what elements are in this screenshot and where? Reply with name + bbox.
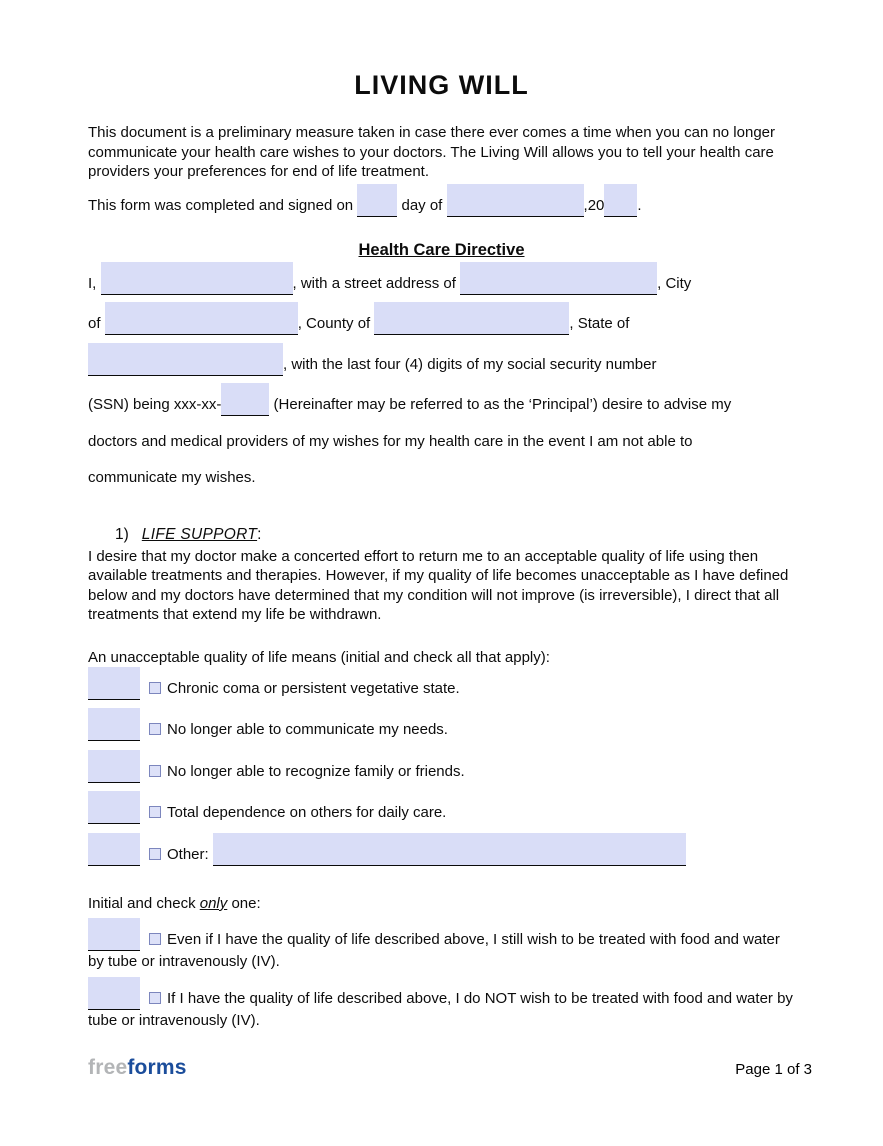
only-prompt-post: one: (231, 895, 261, 912)
signed-line-text-pre: This form was completed and signed on (88, 196, 354, 214)
street-address-field[interactable] (460, 262, 657, 295)
year-field[interactable] (604, 184, 637, 217)
initials-field-other[interactable] (88, 833, 140, 866)
life-support-heading (88, 525, 795, 545)
life-support-title: LIFE SUPPORT (141, 525, 258, 543)
initials-field-communicate-needs[interactable] (88, 708, 140, 741)
day-field[interactable] (357, 184, 397, 217)
quality-label-chronic-coma: Chronic coma or persistent vegetative state. (167, 679, 460, 697)
line3-end-text: , with the last four (4) digits of my social security number (283, 355, 657, 373)
initials-field-no-food[interactable] (88, 977, 140, 1010)
state-field[interactable] (88, 343, 283, 376)
initials-field-chronic-coma[interactable] (88, 667, 140, 700)
checkbox-other[interactable] (149, 848, 161, 860)
line1-end-text: , City (657, 274, 692, 292)
county-field[interactable] (374, 302, 569, 335)
initials-field-daily-care[interactable] (88, 791, 140, 824)
line2-pre-text: of (88, 315, 101, 332)
quality-label-communicate-needs: No longer able to communicate my needs. (167, 721, 448, 738)
directive-line-1 (88, 262, 795, 303)
checkbox-recognize-family[interactable] (149, 765, 161, 777)
quality-label-daily-care: Total dependence on others for daily care. (167, 804, 447, 821)
intro-paragraph: This document is a preliminary measure taken in case there ever comes a time when you can no longer communicate your health care wishes to your doctors. The Living Will allows you to tell your health care providers your preferences for end of life treatment. (88, 124, 776, 180)
life-support-paragraph: I desire that my doctor make a concerted effort to return me to an acceptable quality of life using then available treatments and therapies. However, if my quality of life becomes unacceptable as I have defined below and my doctors have determined that my condition will not improve (is irreversible), I direct that all treatments that extend my life be withdrawn. (88, 547, 789, 623)
directive-line-5 (88, 424, 795, 461)
city-field[interactable] (105, 302, 298, 335)
quality-label-other: Other: (167, 845, 209, 863)
logo-free-text: free (88, 1056, 128, 1079)
checkbox-no-food[interactable] (149, 992, 161, 1004)
page-title: LIVING WILL (354, 70, 529, 100)
life-support-colon: : (257, 525, 262, 543)
initials-field-recognize-family[interactable] (88, 750, 140, 783)
quality-label-recognize-family: No longer able to recognize family or friends. (167, 762, 465, 780)
initial-only-one-prompt (88, 894, 795, 913)
quality-row-daily-care (88, 791, 795, 833)
page-number: Page 1 of 3 (735, 1061, 812, 1078)
directive-line-6 (88, 460, 795, 497)
line5-text: doctors and medical providers of my wishes for my health care in the event I am not able to (88, 432, 693, 450)
quality-row-recognize-family (88, 750, 795, 792)
checkbox-chronic-coma[interactable] (149, 682, 161, 694)
checkbox-daily-care[interactable] (149, 806, 161, 818)
section-heading-health-care-directive: Health Care Directive (358, 240, 525, 259)
directive-line-2 (88, 302, 795, 343)
life-support-number: 1) (115, 525, 129, 543)
checkbox-communicate-needs[interactable] (149, 723, 161, 735)
quality-row-chronic-coma (88, 667, 795, 709)
signed-line-period: . (637, 196, 642, 214)
line2-mid-text: , County of (297, 315, 371, 332)
signed-line-year-prefix: ,20 (583, 196, 605, 214)
month-field[interactable] (447, 184, 584, 217)
quality-of-life-prompt: An unacceptable quality of life means (initial and check all that apply): (88, 648, 550, 666)
initials-field-treat-with-food[interactable] (88, 918, 140, 951)
line1-mid-text: , with a street address of (292, 274, 456, 292)
signed-date-line (88, 184, 795, 226)
line4-pre-text: (SSN) being xxx-xx- (88, 396, 222, 413)
quality-row-other (88, 833, 795, 875)
other-description-field[interactable] (213, 833, 686, 866)
principal-name-field[interactable] (101, 262, 293, 295)
line4-end-text: (Hereinafter may be referred to as the ‘Principal’) desire to advise my (273, 396, 732, 413)
signed-line-text-mid: day of (401, 196, 443, 214)
directive-fill-block (88, 262, 795, 497)
only-prompt-pre: Initial and check (88, 895, 196, 912)
only-label-treat-with-food: Even if I have the quality of life described above, I still wish to be treated with food and water by tube or intravenously (IV). (88, 931, 780, 970)
directive-line-4 (88, 383, 795, 424)
ssn-last4-field[interactable] (221, 383, 269, 416)
only-label-no-food: If I have the quality of life described above, I do NOT wish to be treated with food and water by tube or intravenously (IV). (88, 990, 793, 1029)
directive-line-3 (88, 343, 795, 384)
quality-row-communicate-needs (88, 708, 795, 750)
line2-end-text: , State of (569, 315, 630, 332)
only-row-no-food (88, 977, 795, 1031)
freeforms-logo (88, 1056, 187, 1080)
checkbox-treat-with-food[interactable] (149, 933, 161, 945)
logo-forms-text: forms (127, 1056, 187, 1079)
only-row-treat-with-food (88, 918, 795, 972)
line1-pre-text: I, (88, 274, 97, 292)
page-footer (88, 1056, 812, 1080)
line6-text: communicate my wishes. (88, 469, 256, 486)
only-prompt-emphasis: only (199, 895, 228, 912)
